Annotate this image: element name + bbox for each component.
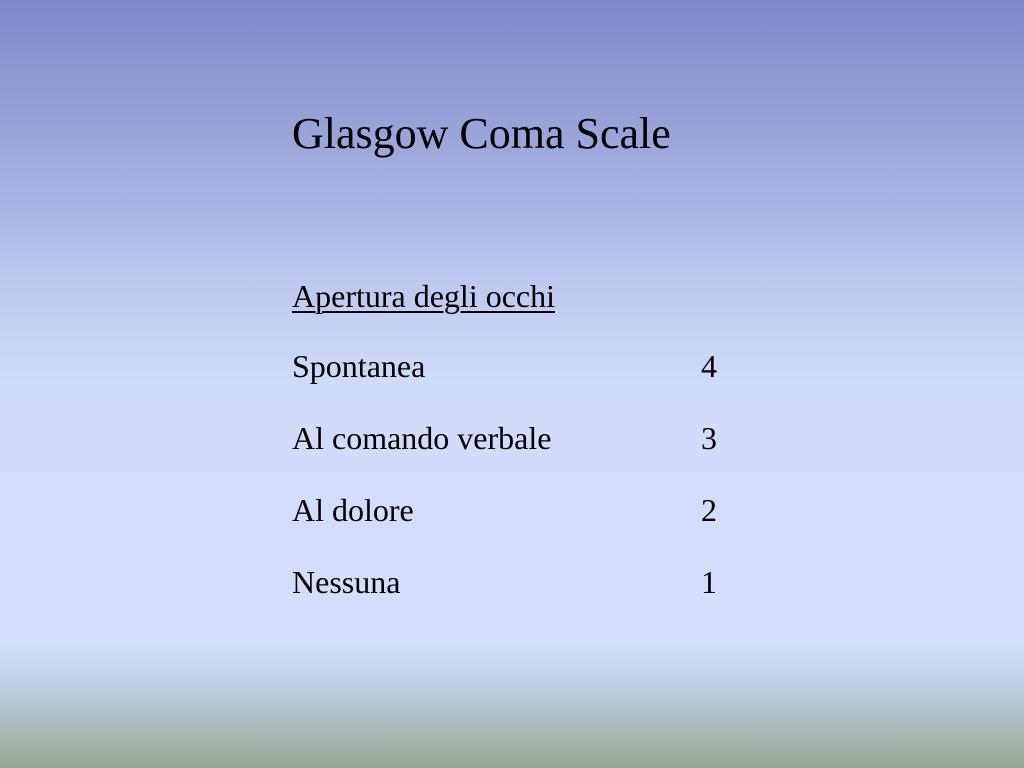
eye-opening-score-list [292, 346, 732, 634]
section-heading: Apertura degli occhi [292, 278, 555, 314]
response-label: Al comando verbale [292, 420, 552, 456]
response-label: Al dolore [292, 492, 414, 528]
score-row [292, 490, 732, 562]
score-row [292, 346, 732, 418]
response-score: 3 [701, 420, 717, 456]
response-score: 2 [701, 492, 717, 528]
slide-title: Glasgow Coma Scale [292, 109, 671, 158]
response-score: 4 [701, 348, 717, 384]
response-score: 1 [701, 564, 717, 600]
score-row [292, 562, 732, 634]
response-label: Nessuna [292, 564, 401, 600]
score-row [292, 418, 732, 490]
response-label: Spontanea [292, 348, 426, 384]
